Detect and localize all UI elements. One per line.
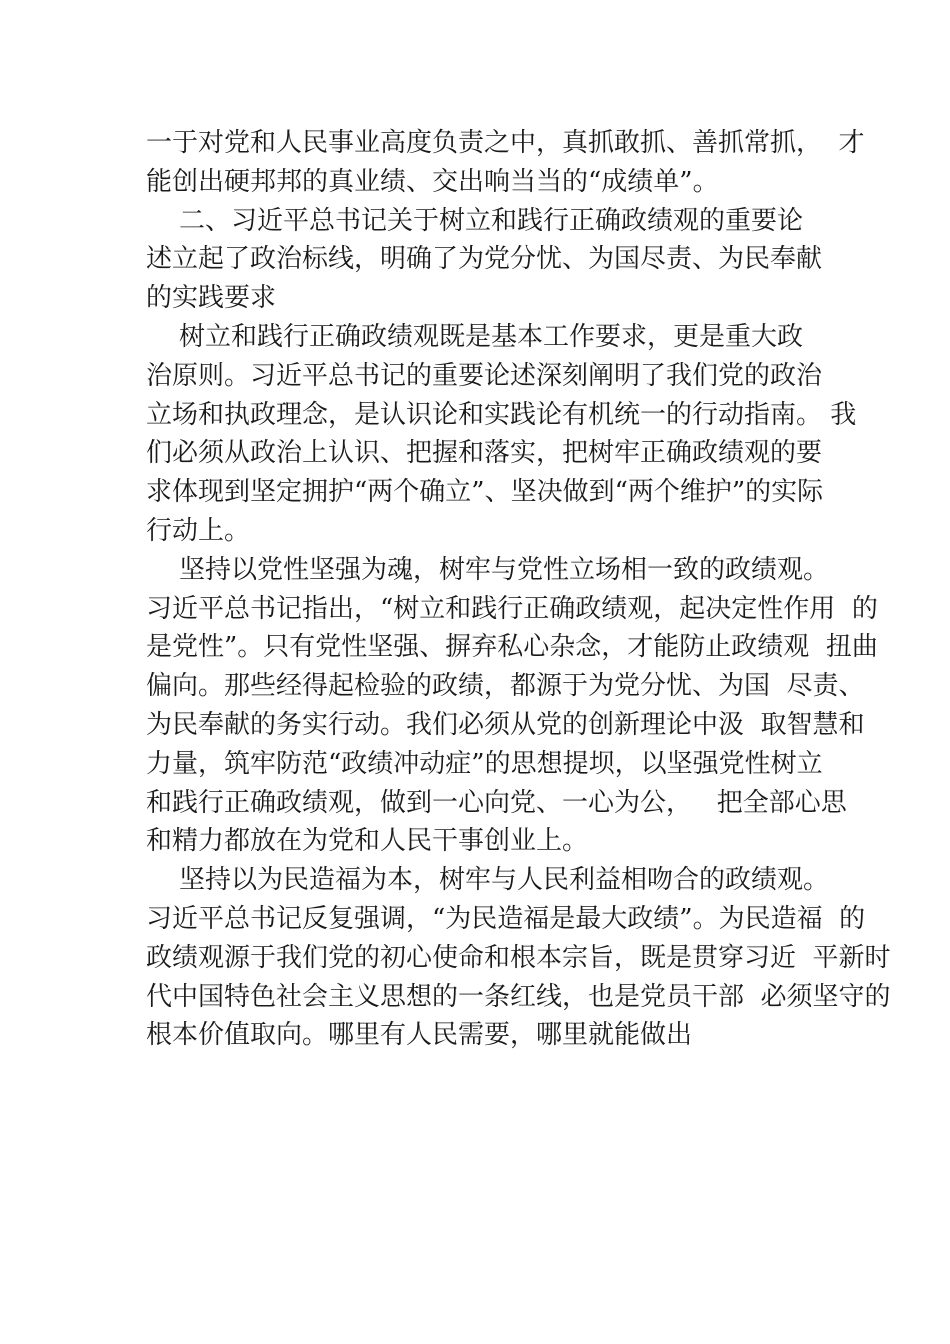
text-line: 偏向。那些经得起检验的政绩，都源于为党分忧、为国 尽责、 bbox=[146, 671, 865, 702]
text-line: 是党性”。只有党性坚强、摒弃私心杂念，才能防止政绩观 扭曲 bbox=[146, 632, 878, 663]
text-line: 求体现到坚定拥护“两个确立”、坚决做到“两个维护”的实际 bbox=[146, 477, 824, 508]
text-line: 行动上。 bbox=[146, 515, 251, 546]
text-line: 为民奉献的务实行动。我们必须从党的创新理论中汲 取智慧和 bbox=[146, 709, 865, 740]
text-line: 和精力都放在为党和人民干事创业上。 bbox=[146, 826, 589, 857]
text-line: 治原则。习近平总书记的重要论述深刻阐明了我们党的政治 bbox=[146, 360, 823, 391]
text-line: 坚持以为民造福为本，树牢与人民利益相吻合的政绩观。 bbox=[146, 865, 830, 896]
text-line: 能创出硬邦邦的真业绩、交出响当当的“成绩单”。 bbox=[146, 166, 719, 197]
text-line: 和践行正确政绩观，做到一心向党、一心为公， 把全部心思 bbox=[146, 787, 847, 818]
text-line: 树立和践行正确政绩观既是基本工作要求，更是重大政 bbox=[146, 321, 804, 352]
text-line: 习近平总书记反复强调，“为民造福是最大政绩”。为民造福 的 bbox=[146, 903, 866, 934]
text-line: 一于对党和人民事业高度负责之中，真抓敢抓、善抓常抓， 才 bbox=[146, 128, 865, 158]
text-line: 立场和执政理念，是认识论和实践论有机统一的行动指南。 我 bbox=[146, 399, 857, 430]
section-heading-line: 述立起了政治标线，明确了为党分忧、为国尽责、为民奉献 bbox=[146, 244, 823, 275]
text-line: 习近平总书记指出，“树立和践行正确政绩观，起决定性作用 的 bbox=[146, 593, 878, 624]
text-line: 根本价值取向。哪里有人民需要，哪里就能做出 bbox=[146, 1020, 693, 1051]
text-line: 们必须从政治上认识、把握和落实，把树牢正确政绩观的要 bbox=[146, 438, 823, 469]
text-line: 力量，筑牢防范“政绩冲动症”的思想提坝，以坚强党性树立 bbox=[146, 748, 823, 779]
document-body bbox=[146, 124, 891, 1055]
text-line: 坚持以党性坚强为魂，树牢与党性立场相一致的政绩观。 bbox=[146, 554, 830, 585]
section-heading-line: 的实践要求 bbox=[146, 283, 277, 314]
text-line: 政绩观源于我们党的初心使命和根本宗旨，既是贯穿习近 平新时 bbox=[146, 942, 891, 973]
text-line: 代中国特色社会主义思想的一条红线，也是党员干部 必须坚守的 bbox=[146, 981, 891, 1012]
section-heading-line: 二、习近平总书记关于树立和践行正确政绩观的重要论 bbox=[146, 205, 804, 236]
